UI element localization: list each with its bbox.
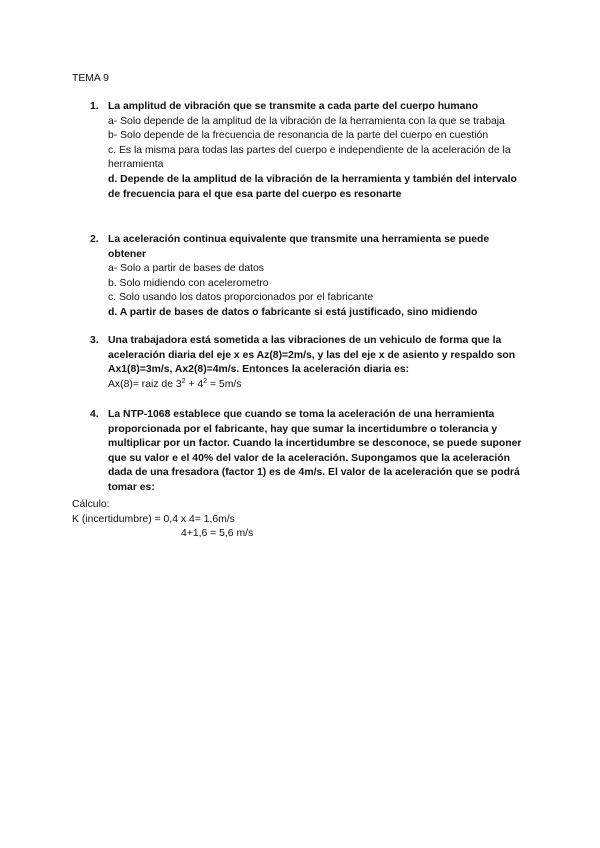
answer-mid: + 4 <box>185 378 204 390</box>
option-c: c. Solo usando los datos proporcionados por el fabricante <box>108 292 374 304</box>
question-1 <box>90 100 530 202</box>
option-a: a- Solo a partir de bases de datos <box>108 263 264 275</box>
calculation-line-2: 4+1,6 = 5,6 m/s <box>181 528 254 540</box>
question-stem: La aceleración continua equivalente que transmite una herramienta se puede obtener <box>108 234 490 260</box>
question-3 <box>90 334 530 392</box>
question-stem: Una trabajadora está sometida a las vibraciones de un vehiculo de forma que la aceleración diaria del eje x es Az(8)=2m/s, y las del eje x de asiento y respaldo son Ax1(8)=3m/s, Ax2(8)=4m/s. Entonces la aceleración diaria es: <box>108 335 516 376</box>
calculation-block <box>72 498 253 542</box>
answer-suffix: = 5m/s <box>207 378 242 390</box>
exponent: 2 <box>203 377 208 385</box>
option-b: b. Solo midiendo con acelerometro <box>108 277 269 289</box>
exponent: 2 <box>181 377 186 385</box>
question-number: 2. <box>90 234 99 245</box>
question-4 <box>90 408 530 496</box>
question-number: 4. <box>90 409 99 420</box>
question-number: 1. <box>90 101 99 112</box>
option-c: c. Es la misma para todas las partes del cuerpo e independiente de la aceleración de la herramienta <box>108 144 511 171</box>
option-a: a- Solo depende de la amplitud de la vibración de la herramienta con la que se trabaja <box>108 115 505 127</box>
question-stem: La amplitud de vibración que se transmite a cada parte del cuerpo humano <box>108 101 479 112</box>
page-title: TEMA 9 <box>72 73 109 84</box>
option-d-correct: d. Depende de la amplitud de la vibración de la herramienta y también del intervalo de frecuencia para el que esa parte del cuerpo es resonarte <box>108 173 517 200</box>
option-d-correct: d. A partir de bases de datos o fabricante si está justificado, sino midiendo <box>108 306 478 318</box>
calculation-label: Cálculo: <box>72 499 110 510</box>
question-number: 3. <box>90 335 99 346</box>
answer-prefix: Ax(8)= raiz de 3 <box>108 378 182 390</box>
answer-line <box>108 378 530 393</box>
calculation-line-1: K (incertidumbre) = 0,4 x 4= 1,6m/s <box>72 513 235 525</box>
question-stem: La NTP-1068 establece que cuando se toma la aceleración de una herramienta proporcionada por el fabricante, hay que sumar la incertidumbre o tolerancia y multiplicar por un factor. Cuando la incertidumbre se desconoce, se puede suponer que su valor e el 40% del valor de la aceleración. Supongamos que la aceleración dada de una fresadora (factor 1) es de 4m/s. El valor de la aceleración que se podrá tomar es: <box>108 409 522 493</box>
option-b: b- Solo depende de la frecuencia de resonancia de la parte del cuerpo en cuestión <box>108 130 489 142</box>
question-2 <box>90 233 530 321</box>
